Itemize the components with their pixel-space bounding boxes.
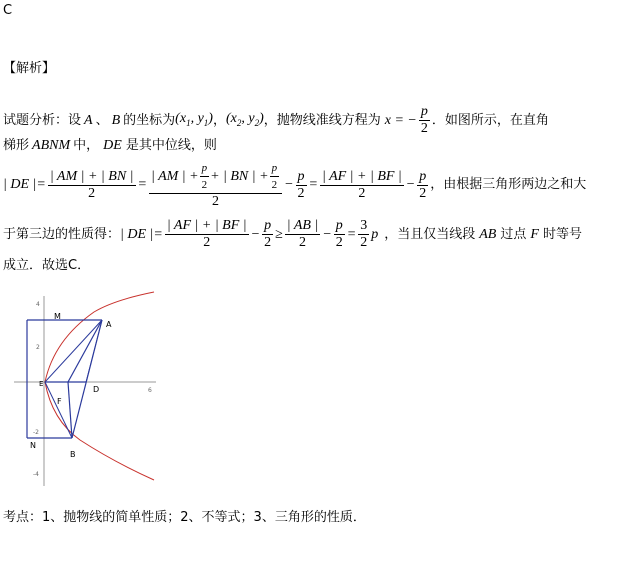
tick-x6: 6 (148, 387, 152, 394)
text: ，当且仅当线段 (384, 226, 476, 242)
tick-y2: 2 (36, 344, 40, 351)
section-label: 【解析】 (3, 61, 56, 76)
point-f: F (530, 226, 539, 242)
analysis-line-4 (3, 218, 582, 251)
point-a: A (84, 112, 93, 128)
text: 的坐标为 (123, 112, 176, 128)
text: 时等号 (542, 226, 582, 242)
text: ，由根据三角形两边之和大 (430, 177, 587, 192)
text: ．如图所示，在直角 (431, 112, 549, 128)
point-b: B (111, 112, 121, 128)
text: 过点 (500, 226, 527, 242)
analysis-line-5: 成立．故选C． (3, 258, 91, 273)
abs-de: | DE |= (120, 226, 163, 242)
p-symbol: p (371, 226, 379, 242)
equals: = (346, 226, 357, 242)
label-e: E (39, 380, 44, 388)
directrix-eq: x = − (384, 112, 417, 128)
label-a: A (106, 320, 112, 329)
text: 梯形 (3, 138, 30, 153)
trapezoid-name: ABNM (32, 138, 71, 153)
frac-p-over-2: $\frac{p}{2}$ (335, 218, 343, 250)
frac-p-over-2: $\frac{p}{2}$ (419, 168, 427, 201)
text: 试题分析：设 (3, 112, 82, 128)
frac-p-over-2: $\frac{p}{2}$ (297, 168, 305, 201)
segment-eb (45, 382, 72, 438)
equals: = (308, 177, 318, 192)
minus: − (284, 177, 294, 192)
frac-p-over-2: $\frac{p}{2}$ (420, 104, 428, 136)
tick-ym2: -2 (33, 429, 39, 436)
answer-letter: C (3, 3, 13, 18)
abs-de: | DE |= (3, 177, 46, 192)
segment-ab: AB (479, 226, 497, 242)
fraction-2: | AM | + $\frac{p}{2}$ + | BN | + $\frac{p}{2}$ 2 (149, 160, 282, 210)
fraction-3: $\frac{| AF | + | BF |}{2}$ (321, 168, 402, 201)
label-f: F (57, 397, 62, 406)
text: 、 (95, 112, 109, 128)
frac-3-over-2: $\frac{3}{2}$ (360, 218, 368, 250)
equation-de (3, 160, 586, 210)
fraction-ab: $\frac{| AB |}{2}$ (286, 218, 319, 250)
frac-p-over-2: $\frac{p}{2}$ (264, 218, 272, 250)
text: 于第三边的性质得： (3, 226, 121, 242)
coord-a: ($x_1$, $y_1$) (175, 110, 213, 128)
analysis-line-1 (3, 104, 549, 137)
tick-y4: 4 (36, 301, 40, 308)
equals: = (137, 177, 147, 192)
coord-b: ($x_2$, $y_2$) (225, 110, 264, 128)
parabola-figure (14, 290, 164, 490)
geq: ≥ (275, 226, 283, 242)
label-n: N (30, 441, 36, 450)
segment-de: DE (103, 138, 122, 153)
minus: − (250, 226, 261, 242)
label-m: M (54, 312, 61, 321)
text: ， (212, 112, 226, 128)
text: 是其中位线，则 (125, 138, 217, 153)
tick-ym4: -4 (33, 471, 39, 478)
fraction-3: $\frac{| AF | + | BF |}{2}$ (166, 218, 247, 250)
text: ，抛物线准线方程为 (263, 112, 381, 128)
text: 中， (73, 138, 100, 153)
key-points: 考点：1、抛物线的简单性质；2、不等式；3、三角形的性质． (3, 510, 366, 525)
minus: − (405, 177, 416, 192)
analysis-line-2 (3, 138, 217, 154)
label-b: B (70, 450, 76, 459)
label-d: D (93, 385, 100, 394)
fraction-1: $\frac{| AM | + | BN |}{2}$ (49, 168, 134, 201)
minus: − (322, 226, 332, 242)
